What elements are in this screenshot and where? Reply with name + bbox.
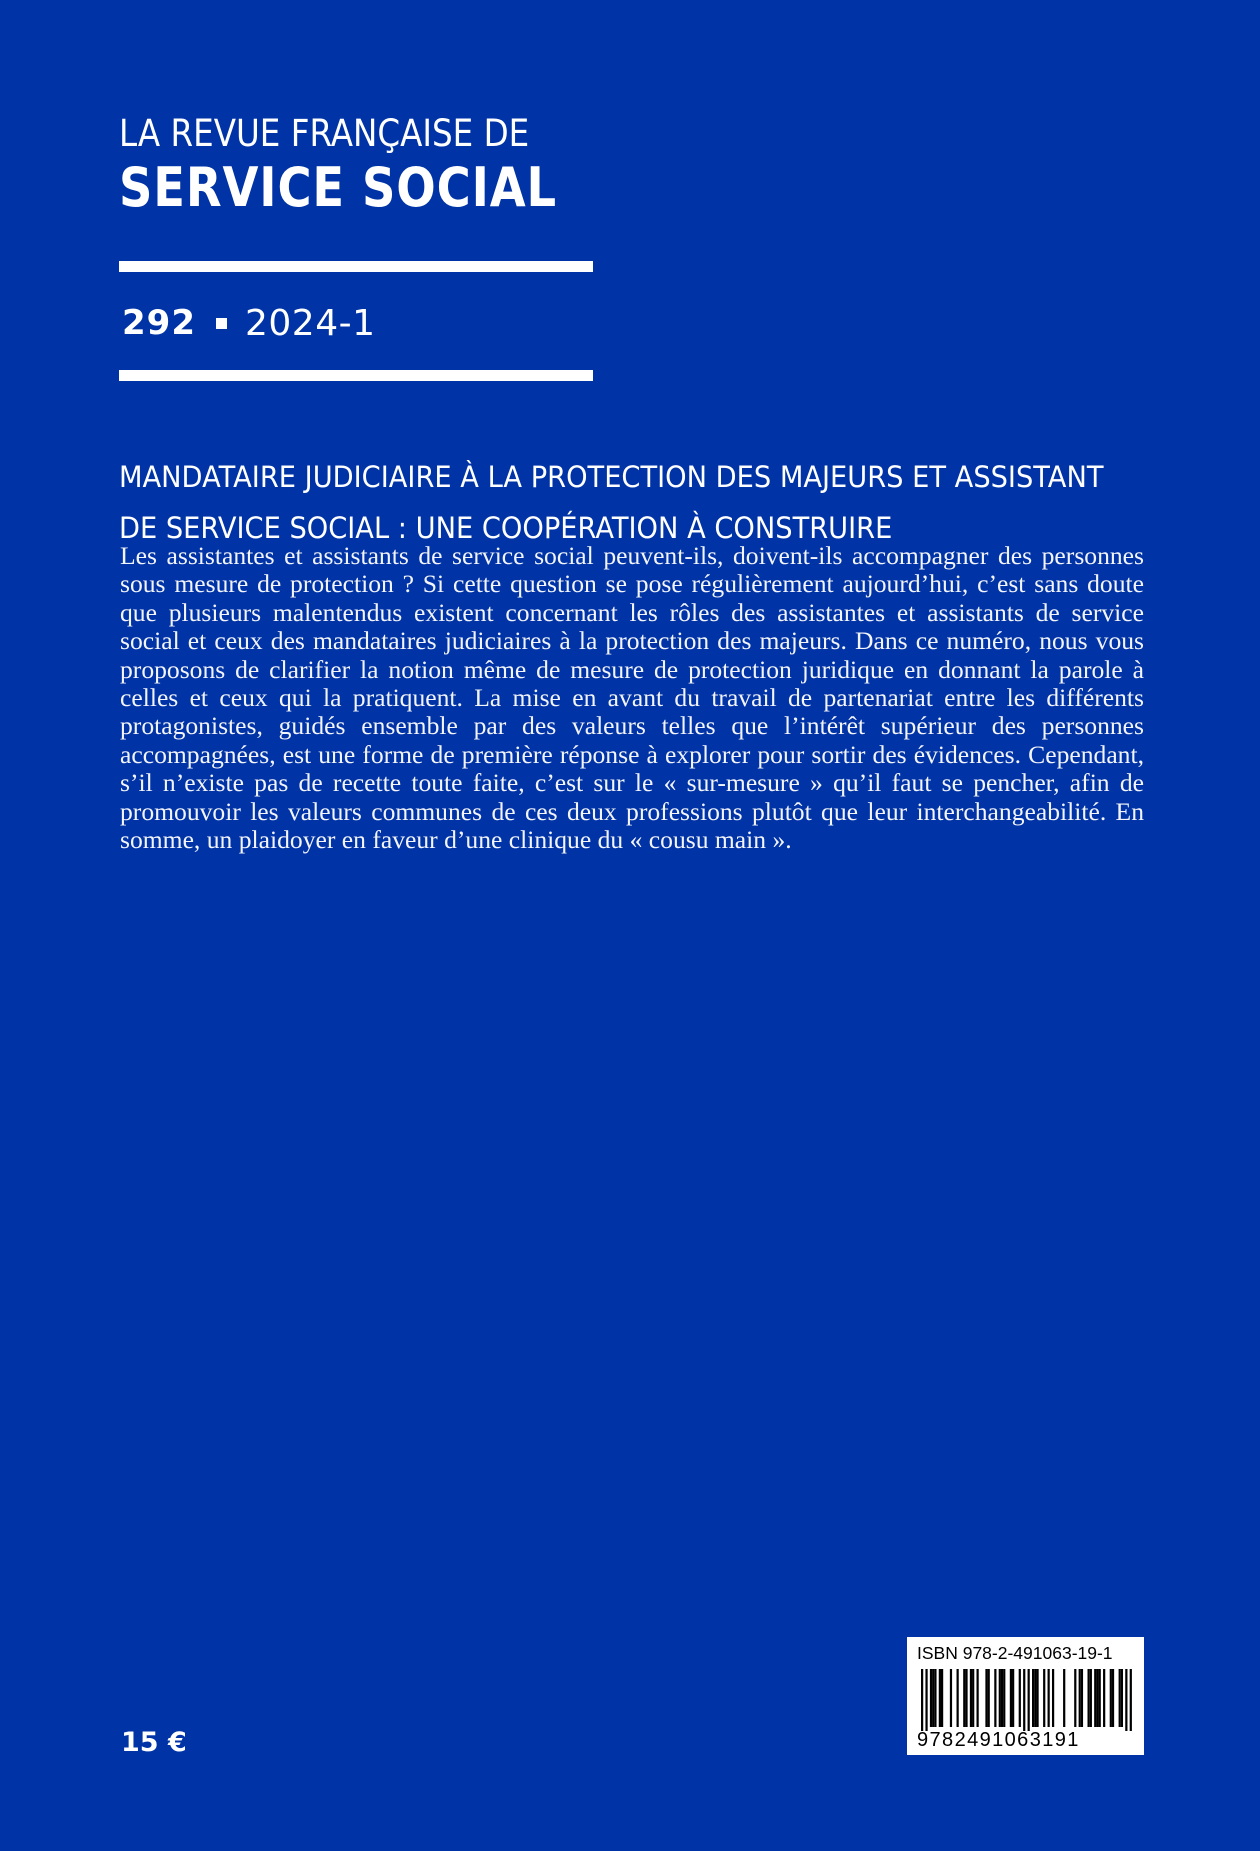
barcode-bar-33 [1079, 1669, 1081, 1727]
barcode-bar-5 [939, 1669, 941, 1727]
barcode-bar-15 [988, 1669, 990, 1727]
barcode-bar-23 [1023, 1669, 1025, 1731]
article-heading-line2: DE SERVICE SOCIAL : UNE COOPÉRATION À CONSTRUIRE [119, 511, 893, 545]
barcode-bar-13 [977, 1669, 979, 1727]
journal-title-line1: LA REVUE FRANÇAISE DE [119, 112, 530, 155]
journal-title-line2: SERVICE SOCIAL [119, 156, 557, 219]
barcode-bar-14 [985, 1669, 987, 1727]
barcode-bar-26 [1034, 1669, 1036, 1727]
article-abstract: Les assistantes et assistants de service social peuvent-ils, doivent-ils accompagner des personnes sous mesure de protection ? Si cette question se pose régulièrement aujourd’hui, c’est sans doute que plusieurs malentendus existent concernant les rôles des assistantes et assistants de service social et ceux des mandataires judiciaires à la protection des majeurs. Dans ce numéro, nous vous proposons de clarifier la notion même de mesure de protection juridique en donnant la parole à celles et ceux qui la pratiquent. La mise en avant du travail de partenariat entre les différents protagonistes, guidés ensemble par des valeurs telles que l’intérêt supérieur des personnes accompagnées, est une forme de première réponse à explorer pour sortir des évidences. Cependant, s’il n’existe pas de recette toute faite, c’est sur le « sur-mesure » qu’il faut se pencher, afin de promouvoir les valeurs communes de ces deux professions plutôt que leur interchangeabilité. En somme, un plaidoyer en faveur d’une clinique du « cousu main ». [120, 541, 1144, 855]
bottom-rule [119, 370, 593, 381]
barcode-bar-4 [934, 1669, 936, 1727]
article-heading-line1: MANDATAIRE JUDICIAIRE À LA PROTECTION DES MAJEURS ET ASSISTANT [119, 460, 1104, 494]
barcode-bar-35 [1088, 1669, 1090, 1727]
barcode-bar-32 [1074, 1669, 1076, 1727]
barcode-bar-22 [1019, 1669, 1021, 1727]
barcode-bar-43 [1119, 1669, 1121, 1727]
isbn-barcode [907, 1637, 1144, 1755]
barcode-bar-34 [1081, 1669, 1083, 1727]
barcode-bar-20 [1010, 1669, 1012, 1727]
isbn-label: ISBN 978-2-491063-19-1 [917, 1643, 1113, 1663]
issue-period: 2024-1 [244, 302, 376, 344]
barcode-bar-36 [1090, 1669, 1092, 1727]
barcode-bar-19 [1003, 1669, 1005, 1727]
issue-info [122, 298, 376, 348]
barcode-bar-11 [970, 1669, 972, 1727]
barcode-bar-39 [1099, 1669, 1101, 1727]
barcode-bar-10 [965, 1669, 967, 1727]
barcode-bar-37 [1094, 1669, 1096, 1727]
barcode-bar-18 [1001, 1669, 1003, 1727]
barcode-bar-8 [957, 1669, 959, 1727]
barcode-bar-2 [930, 1669, 932, 1727]
barcode-bar-31 [1063, 1669, 1065, 1727]
barcode-bar-0 [921, 1669, 923, 1731]
barcode-bar-21 [1012, 1669, 1014, 1727]
barcode-bar-6 [941, 1669, 943, 1727]
barcode-bar-30 [1052, 1669, 1054, 1727]
barcode-bar-42 [1112, 1669, 1114, 1727]
article-heading [119, 452, 1104, 554]
barcode-bar-38 [1096, 1669, 1098, 1727]
square-bullet-icon [216, 318, 227, 329]
barcode-bars-icon [907, 1669, 1144, 1731]
barcode-bar-7 [950, 1669, 952, 1727]
barcode-bar-17 [999, 1669, 1001, 1727]
barcode-bar-25 [1032, 1669, 1034, 1727]
barcode-bar-41 [1110, 1669, 1112, 1727]
barcode-bar-44 [1121, 1669, 1123, 1727]
barcode-bar-46 [1130, 1669, 1132, 1731]
barcode-bar-24 [1028, 1669, 1030, 1731]
barcode-digits: 9782491063191 [917, 1729, 1080, 1751]
barcode-bar-1 [925, 1669, 927, 1731]
top-rule [119, 261, 593, 272]
barcode-bar-16 [994, 1669, 996, 1727]
barcode-bar-40 [1103, 1669, 1105, 1727]
barcode-bar-3 [932, 1669, 934, 1727]
price-label: 15 € [121, 1727, 187, 1758]
barcode-bar-29 [1048, 1669, 1050, 1727]
barcode-bar-28 [1043, 1669, 1045, 1727]
barcode-bar-12 [972, 1669, 974, 1727]
barcode-bar-9 [963, 1669, 965, 1727]
journal-masthead [119, 112, 594, 220]
issue-number: 292 [122, 303, 196, 343]
barcode-bar-45 [1125, 1669, 1127, 1731]
barcode-bar-27 [1036, 1669, 1038, 1727]
